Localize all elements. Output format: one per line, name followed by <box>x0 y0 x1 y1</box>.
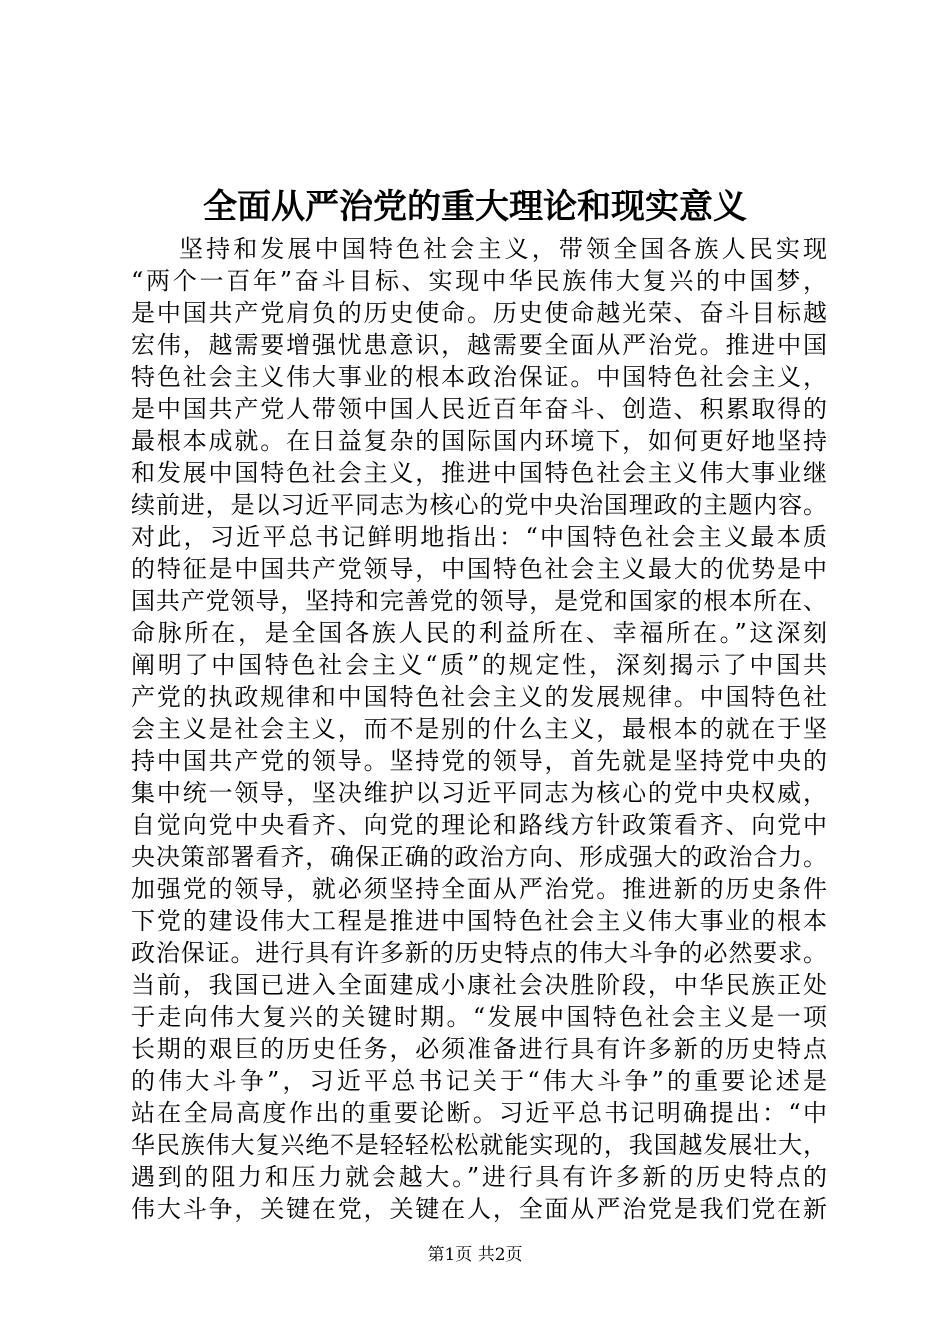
body-line: 伟大斗争，关键在党，关键在人，全面从严治党是我们党在新 <box>131 1195 827 1223</box>
body-line: 自觉向党中央看齐、向党的理论和路线方针政策看齐、向党中 <box>131 811 827 839</box>
body-line: 下党的建设伟大工程是推进中国特色社会主义伟大事业的根本 <box>131 907 827 935</box>
body-line: 持中国共产党的领导。坚持党的领导，首先就是坚持党中央的 <box>131 747 827 775</box>
body-line: 集中统一领导，坚决维护以习近平同志为核心的党中央权威， <box>131 779 827 807</box>
document-title: 全面从严治党的重大理论和现实意义 <box>203 187 747 227</box>
body-line: 产党的执政规律和中国特色社会主义的发展规律。中国特色社 <box>131 683 827 711</box>
body-line: 华民族伟大复兴绝不是轻轻松松就能实现的，我国越发展壮大， <box>131 1131 827 1159</box>
body-line: 的特征是中国共产党领导，中国特色社会主义最大的优势是中 <box>131 555 827 583</box>
body-line: 续前进，是以习近平同志为核心的党中央治国理政的主题内容。 <box>131 491 827 519</box>
body-line: 站在全局高度作出的重要论断。习近平总书记明确提出：“中 <box>131 1099 827 1127</box>
body-line: “两个一百年”奋斗目标、实现中华民族伟大复兴的中国梦， <box>131 267 827 295</box>
body-line: 加强党的领导，就必须坚持全面从严治党。推进新的历史条件 <box>131 875 827 903</box>
document-body <box>131 233 827 1225</box>
page-footer: 第1页 共2页 <box>427 1245 523 1265</box>
body-line: 命脉所在，是全国各族人民的利益所在、幸福所在。”这深刻 <box>131 619 827 647</box>
body-line: 和发展中国特色社会主义，推进中国特色社会主义伟大事业继 <box>131 459 827 487</box>
body-line: 政治保证。进行具有许多新的历史特点的伟大斗争的必然要求。 <box>131 939 827 967</box>
body-line: 特色社会主义伟大事业的根本政治保证。中国特色社会主义， <box>131 363 827 391</box>
body-line: 会主义是社会主义，而不是别的什么主义，最根本的就在于坚 <box>131 715 827 743</box>
body-line: 长期的艰巨的历史任务，必须准备进行具有许多新的历史特点 <box>131 1035 827 1063</box>
body-line: 对此，习近平总书记鲜明地指出：“中国特色社会主义最本质 <box>131 523 827 551</box>
body-line: 国共产党领导，坚持和完善党的领导，是党和国家的根本所在、 <box>131 587 827 615</box>
body-line: 当前，我国已进入全面建成小康社会决胜阶段，中华民族正处 <box>131 971 827 999</box>
body-line: 央决策部署看齐，确保正确的政治方向、形成强大的政治合力。 <box>131 843 827 871</box>
body-line: 于走向伟大复兴的关键时期。“发展中国特色社会主义是一项 <box>131 1003 827 1031</box>
body-line: 阐明了中国特色社会主义“质”的规定性，深刻揭示了中国共 <box>131 651 827 679</box>
body-line: 坚持和发展中国特色社会主义，带领全国各族人民实现 <box>179 235 827 263</box>
body-line: 是中国共产党人带领中国人民近百年奋斗、创造、积累取得的 <box>131 395 827 423</box>
body-line: 遇到的阻力和压力就会越大。”进行具有许多新的历史特点的 <box>131 1163 827 1191</box>
body-line: 最根本成就。在日益复杂的国际国内环境下，如何更好地坚持 <box>131 427 827 455</box>
body-line: 的伟大斗争”，习近平总书记关于“伟大斗争”的重要论述是 <box>131 1067 827 1095</box>
body-line: 是中国共产党肩负的历史使命。历史使命越光荣、奋斗目标越 <box>131 299 827 327</box>
body-line: 宏伟，越需要增强忧患意识，越需要全面从严治党。推进中国 <box>131 331 827 359</box>
